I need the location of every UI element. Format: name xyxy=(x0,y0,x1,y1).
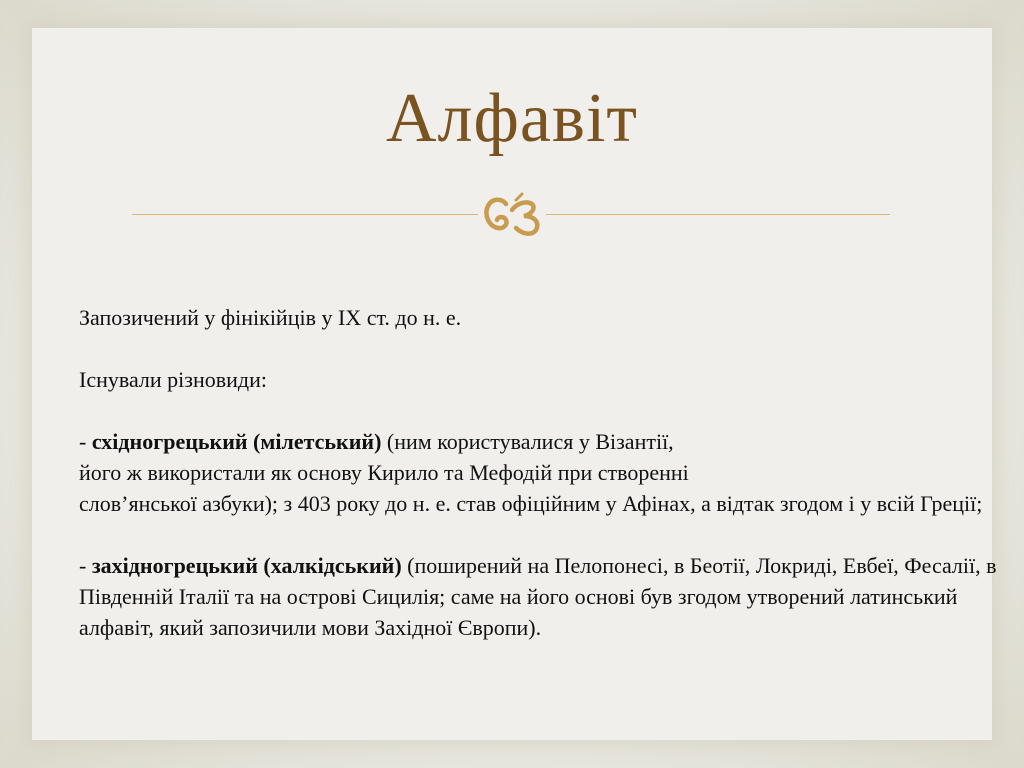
list-dash: - xyxy=(79,429,92,454)
east-greek-text-a: (ним користувалися у Візантії, xyxy=(381,429,674,454)
east-greek-name: східногрецький (мілетський) xyxy=(91,429,382,454)
title-rule-left xyxy=(132,214,478,215)
east-greek-text-c: слов’янської азбуки); з 403 року до н. е. став офіційним у Афінах, а відтак згодом і у всій Греції; xyxy=(79,491,983,516)
slide-body xyxy=(79,302,1009,643)
title-rule-right xyxy=(546,214,890,215)
varieties-heading: Існували різновиди: xyxy=(79,367,267,392)
slide-title: Алфавіт xyxy=(386,80,638,157)
origin-line: Запозичений у фінікійців у IX ст. до н. е. xyxy=(79,305,462,330)
west-greek-paragraph xyxy=(79,550,1009,643)
west-greek-text: (поширений на Пелопонесі, в Беотії, Локриді, Евбеї, Фесалії, в Південній Італії та на острові Сицилія; саме на його основі був згодом утворений латинський алфавіт, який запозичили мови Західної Європи). xyxy=(79,553,997,640)
scroll-flourish-icon xyxy=(476,188,548,240)
west-greek-name: західногрецький (халкідський) xyxy=(91,553,402,578)
east-greek-text-b: його ж використали як основу Кирило та Мефодій при створенні xyxy=(79,460,689,485)
east-greek-paragraph xyxy=(79,426,1009,519)
list-dash: - xyxy=(79,553,92,578)
